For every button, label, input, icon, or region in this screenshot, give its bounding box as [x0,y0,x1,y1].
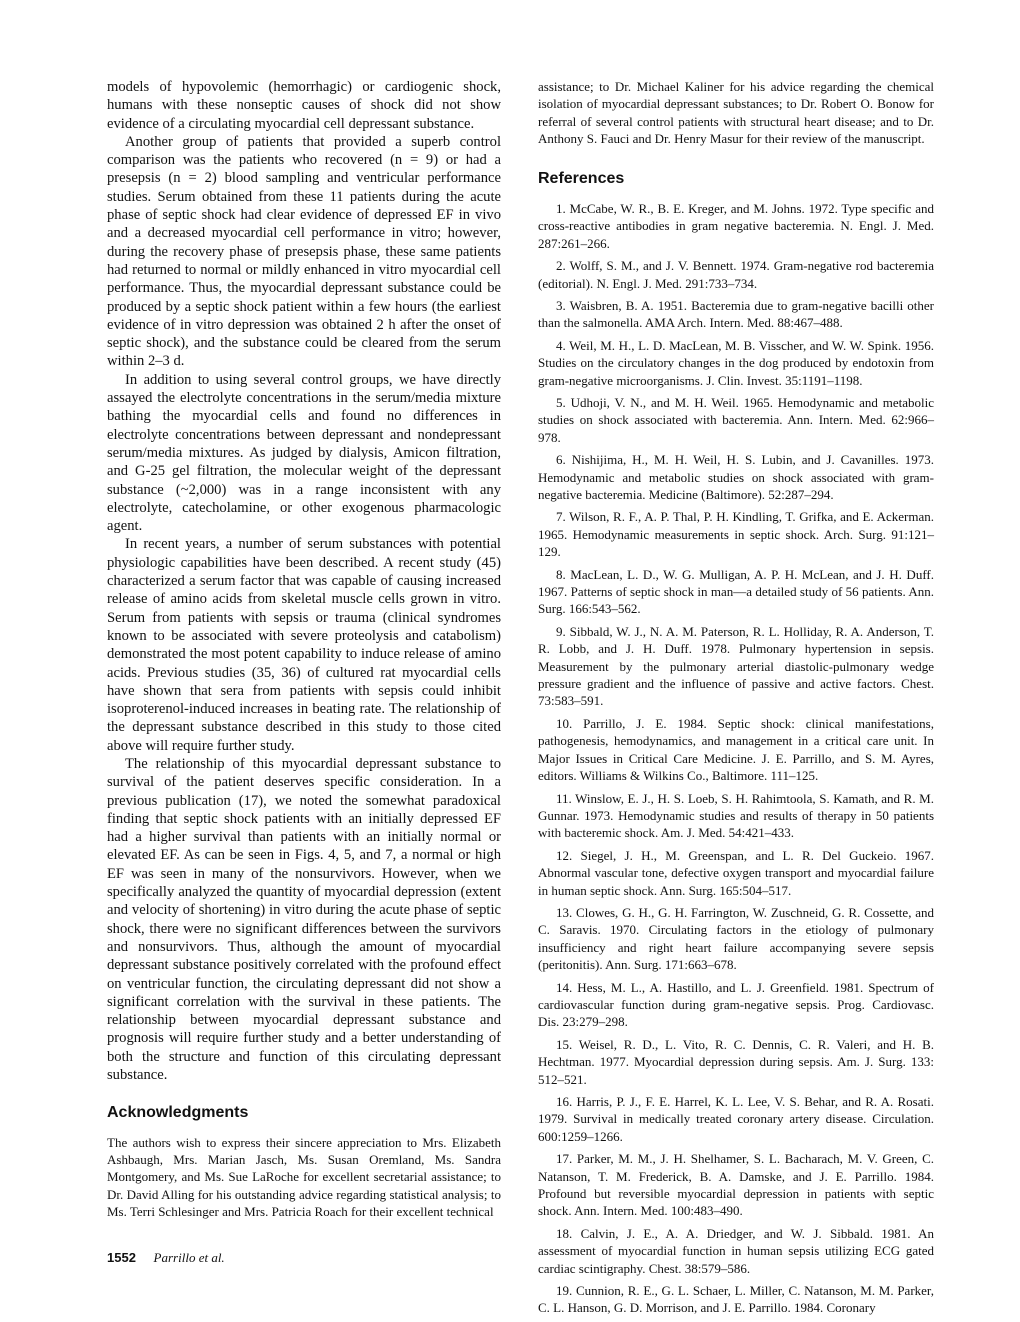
reference-item: 3. Waisbren, B. A. 1951. Bacteremia due to gram-negative bacilli other than the salmonella. AMA Arch. Intern. Med. 88:467–488. [538,297,934,331]
references-heading: References [538,169,625,187]
acknowledgments-text: The authors wish to express their sincere appreciation to Mrs. Elizabeth Ashbaugh, Mrs. Marian Jasch, Ms. Susan Oremland, Ms. Sandra Montgomery, and Ms. Sue LaRoche for excellent secretarial assistance; to Dr. David Alling for his outstanding advice regarding statistical analysis; to Ms. Terri Schlesinger and Mrs. Patricia Roach for their excellent technical [107,1134,501,1220]
reference-item: 16. Harris, P. J., F. E. Harrel, K. L. Lee, V. S. Behar, and R. A. Rosati. 1979. Survival in medically treated coronary artery disease. Circulation. 600:1259–1266. [538,1094,934,1144]
left-column [107,78,501,1221]
reference-item: 7. Wilson, R. F., A. P. Thal, P. H. Kindling, T. Grifka, and E. Ackerman. 1965. Hemodynamic measurements in septic shock. Arch. Surg. 91:121–129. [538,509,934,560]
reference-item: 11. Winslow, E. J., H. S. Loeb, S. H. Rahimtoola, S. Kamath, and R. M. Gunnar. 1973. Hemodynamic studies and results of therapy in 50 patients with bacteremic shock. Am. J. Med. 54:421–433. [538,790,934,841]
reference-item: 1. McCabe, W. R., B. E. Kreger, and M. Johns. 1972. Type specific and cross-reactive antibodies in gram negative bacteremia. N. Engl. J. Med. 287:261–266. [538,200,934,251]
reference-item: 9. Sibbald, W. J., N. A. M. Paterson, R. L. Holliday, R. A. Anderson, T. R. Lobb, and J. H. Duff. 1978. Pulmonary hypertension in sepsis. Measurement by the pulmonary arterial diastolic-pulmonary wedge pressure gradient and the influence of passive and active factors. Chest. 73:583–591. [538,623,934,709]
page-number: 1552 [107,1250,136,1265]
body-paragraph: Another group of patients that provided a superb control comparison was the patients who recovered (n = 9) or had a presepsis (n = 2) blood sampling and ventricular performance studies. Serum obtained from these 11 patients during the acute phase of septic shock had clear evidence of depressed EF in vivo and a decreased myocardial cell performance in vitro; however, during the recovery phase of presepsis phase, these same patients had returned to normal or mildly enhanced in vitro myocardial cell performance. Thus, the myocardial depressant substance could be produced by a septic shock patient within a few hours (the earliest evidence of in vitro depression was obtained 2 h after the onset of septic shock), and the substance could be cleared from the serum within 2–3 d. [107,133,501,370]
reference-item: 18. Calvin, J. E., A. A. Driedger, and W. J. Sibbald. 1981. An assessment of myocardial function in human sepsis utilizing ECG gated cardiac scintigraphy. Chest. 38:579–586. [538,1225,934,1276]
reference-item: 5. Udhoji, V. N., and M. H. Weil. 1965. Hemodynamic and metabolic studies on shock associated with bacteremia. Ann. Intern. Med. 62:966–978. [538,394,934,445]
reference-item: 2. Wolff, S. M., and J. V. Bennett. 1974. Gram-negative rod bacteremia (editorial). N. Engl. J. Med. 291:733–734. [538,258,934,291]
reference-item: 19. Cunnion, R. E., G. L. Schaer, L. Miller, C. Natanson, M. M. Parker, C. L. Hanson, G. D. Morrison, and J. E. Parrillo. 1984. Coronary [538,1283,934,1316]
reference-item: 14. Hess, M. L., A. Hastillo, and L. J. Greenfield. 1981. Spectrum of cardiovascular function during gram-negative sepsis. Prog. Cardiovasc. Dis. 23:279–298. [538,979,934,1030]
running-author: Parrillo et al. [153,1250,225,1265]
reference-item: 15. Weisel, R. D., L. Vito, R. C. Dennis, C. R. Valeri, and H. B. Hechtman. 1977. Myocardial depression during sepsis. Am. J. Surg. 133: 512–521. [538,1036,934,1087]
acknowledgments-heading: Acknowledgments [107,1104,249,1122]
reference-item: 4. Weil, M. H., L. D. MacLean, M. B. Visscher, and W. W. Spink. 1956. Studies on the circulatory changes in the dog produced by endotoxin from gram-negative microorganisms. J. Clin. Invest. 35:1191–1198. [538,337,934,388]
reference-item: 17. Parker, M. M., J. H. Shelhamer, S. L. Bacharach, M. V. Green, C. Natanson, T. M. Frederick, B. A. Damske, and J. E. Parrillo. 1984. Profound but reversible myocardial depression in patients with septic shock. Ann. Intern. Med. 100:483–490. [538,1151,934,1219]
reference-list [538,200,934,1317]
reference-item: 12. Siegel, J. H., M. Greenspan, and L. R. Del Guckeio. 1967. Abnormal vascular tone, defective oxygen transport and myocardial failure in human septic shock. Ann. Surg. 165:504–517. [538,847,934,898]
body-paragraph: The relationship of this myocardial depressant substance to survival of the patient deserves specific consideration. In a previous publication (17), we noted the somewhat paradoxical finding that septic shock patients with an initially depressed EF had a higher survival than patients with an initially normal or elevated EF. As can be seen in Figs. 4, 5, and 7, a normal or high EF was seen in many of the nonsurvivors. However, when we specifically analyzed the quantity of myocardial depression (extent and velocity of shortening) in vitro during the acute phase of septic shock, there were no significant differences between the survivors and nonsurvivors. Thus, although the amount of myocardial depressant substance positively correlated with the profound effect on ventricular function, the circulating depressant did not show a significant correlation with the survival in these patients. The relationship between myocardial depressant substance and prognosis will require further study and a better understanding of both the structure and function of this circulating depressant substance. [107,755,501,1084]
reference-item: 13. Clowes, G. H., G. H. Farrington, W. Zuschneid, G. R. Cossette, and C. Saravis. 1970. Circulating factors in the etiology of pulmonary insufficiency and right heart failure accompanying severe sepsis (peritonitis). Ann. Surg. 171:663–678. [538,904,934,973]
body-paragraph: In recent years, a number of serum substances with potential physiologic capabilities have been described. A recent study (45) characterized a serum factor that was capable of causing increased release of amino acids from skeletal muscle cells grown in vitro. Serum from patients with sepsis or trauma (clinical syndromes known to be associated with severe proteolysis and catabolism) demonstrated the most potent capability to induce release of amino acids. Previous studies (35, 36) of cultured rat myocardial cells have shown that sera from patients with sepsis could inhibit isoproterenol-induced increases in beating rate. The relationship of the depressant substance described in this study to those cited above will require further study. [107,536,501,754]
acknowledgments-continuation: assistance; to Dr. Michael Kaliner for his advice regarding the chemical isolation of myocardial depressant substances; to Dr. Robert O. Bonow for referral of several control patients with structural heart disease; and to Dr. Anthony S. Fauci and Dr. Henry Masur for their review of the manuscript. [538,79,934,147]
reference-item: 6. Nishijima, H., M. H. Weil, H. S. Lubin, and J. Cavanilles. 1973. Hemodynamic and metabolic studies on shock associated with gram-negative bacteremia. Medicine (Baltimore). 52:287–294. [538,452,934,503]
reference-item: 10. Parrillo, J. E. 1984. Septic shock: clinical manifestations, pathogenesis, hemodynamics, and management in a critical care unit. In Major Issues in Critical Care Medicine. J. E. Parrillo, and S. M. Ayres, editors. Williams & Wilkins Co., Baltimore. 111–125. [538,715,934,784]
body-paragraph: models of hypovolemic (hemorrhagic) or cardiogenic shock, humans with these nonseptic causes of shock did not show evidence of a circulating myocardial cell depressant substance. [107,79,501,132]
right-column [538,78,934,1322]
reference-item: 8. MacLean, L. D., W. G. Mulligan, A. P. H. McLean, and J. H. Duff. 1967. Patterns of septic shock in man—a detailed study of 56 patients. Ann. Surg. 166:543–562. [538,566,934,617]
page-footer [107,1250,225,1266]
body-paragraph: In addition to using several control groups, we have directly assayed the electrolyte concentrations in the serum/media mixture bathing the myocardial cells and found no differences in electrolyte concentrations between depressant and nondepressant serum/media mixtures. As judged by dialysis, Amicon filtration, and G-25 gel filtration, the molecular weight of the depressant substance (~2,000) was in a range inconsistent with any electrolyte, catecholamine, or other exogenous pharmacologic agent. [107,371,501,535]
